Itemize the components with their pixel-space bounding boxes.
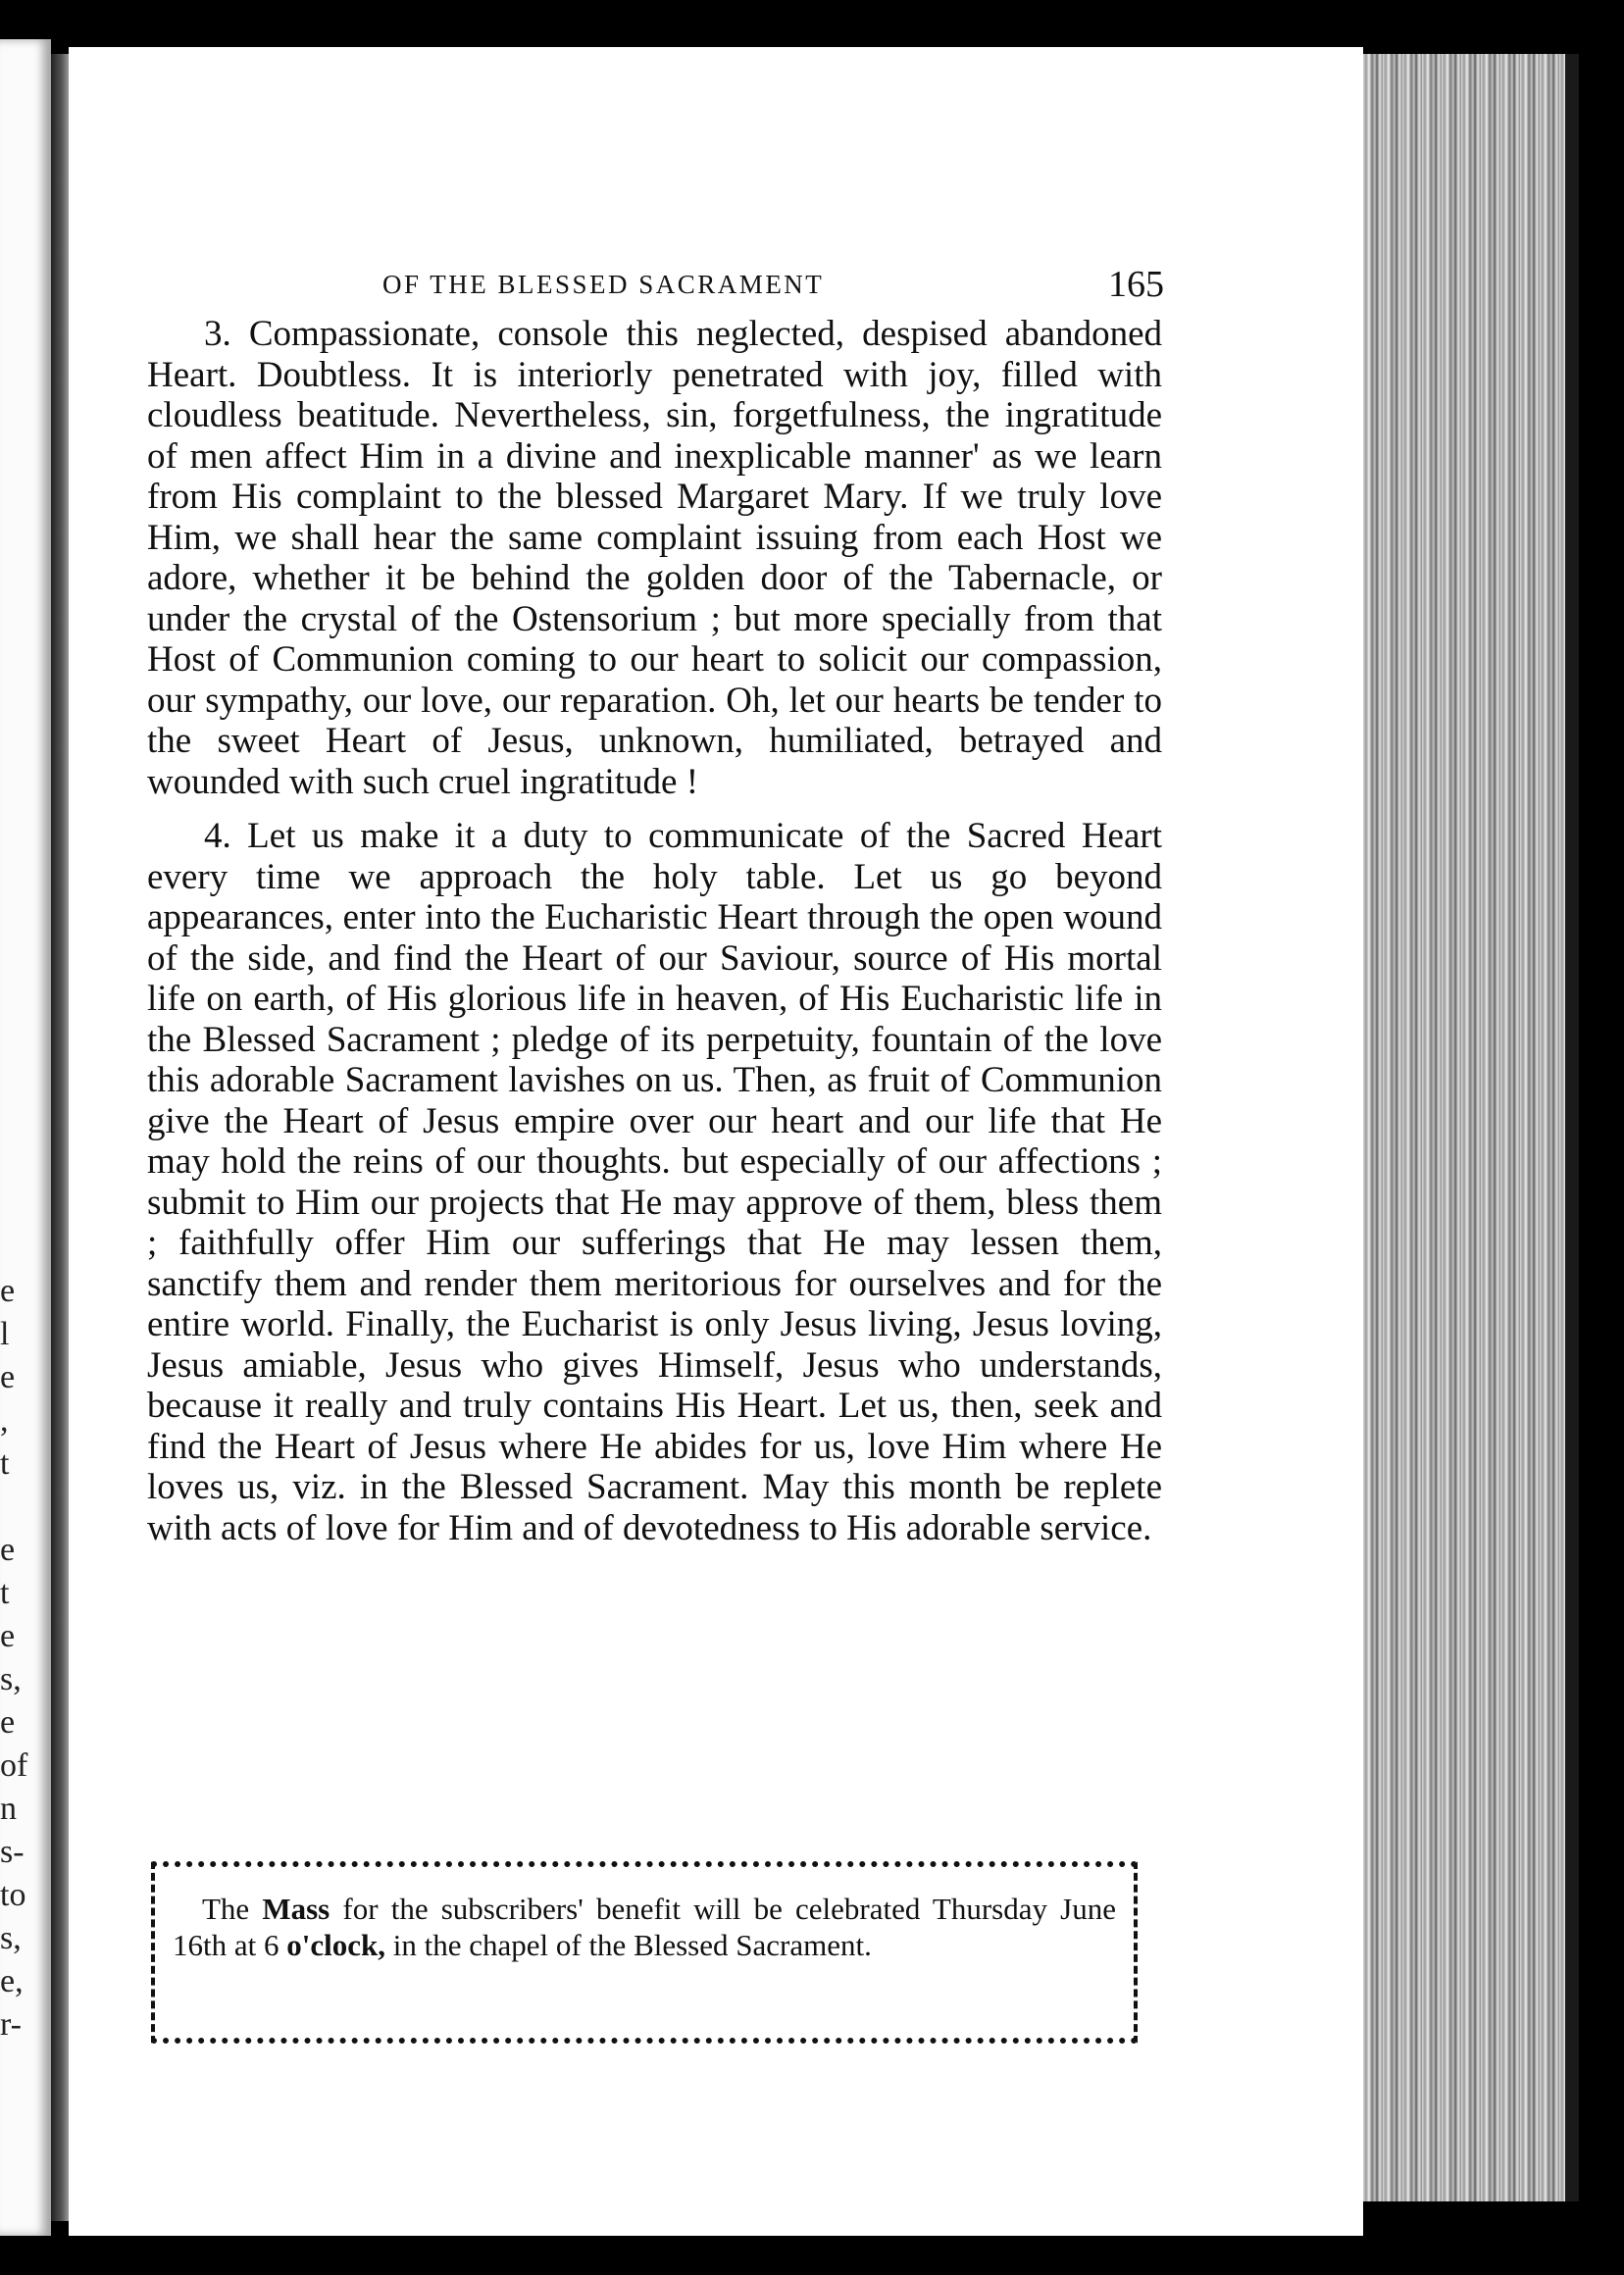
- fragment-line: n: [0, 1791, 17, 1827]
- running-head: OF THE BLESSED SACRAMENT: [382, 270, 825, 299]
- book-gutter: [51, 54, 69, 2221]
- page-edges-stack: [1363, 54, 1579, 2201]
- fragment-line: ,: [0, 1402, 9, 1439]
- fragment-line: t: [0, 1445, 10, 1482]
- notice-bold-mass: Mass: [262, 1892, 330, 1926]
- fragment-line: e: [0, 1618, 16, 1654]
- fragment-line: r-: [0, 2006, 22, 2043]
- fragment-line: s,: [0, 1920, 22, 1956]
- fragment-line: e,: [0, 1963, 24, 1999]
- fragment-line: s,: [0, 1661, 22, 1697]
- notice-text-part: for the subscribers' benefit will be celebrated Thursday June 16th at 6: [173, 1892, 1116, 1962]
- page-number: 165: [1108, 264, 1164, 305]
- notice-text-part: in the chapel of the Blessed Sacrament.: [385, 1928, 872, 1962]
- fragment-line: t: [0, 1575, 10, 1611]
- mass-notice-box: [151, 1861, 1138, 2044]
- fragment-line: e: [0, 1704, 16, 1741]
- fragment-line: e: [0, 1359, 16, 1395]
- paragraph-4: 4. Let us make it a duty to communicate of the Sacred Heart every time we approach the holy table. Let us go beyond appearances, enter into the Eucharistic Heart through the open wound of the side, and find the Heart of our Saviour, source of His mortal life on earth, of His glorious life in heaven, of His Eucharistic life in the Blessed Sacrament ; pledge of its perpetuity, fountain of the love this adorable Sacrament lavishes on us. Then, as fruit of Communion give the Heart of Jesus empire over our heart and our life that He may hold the reins of our thoughts. but especially of our affections ; submit to Him our projects that He may approve of them, bless them ; faithfully offer Him our sufferings that He may lessen them, sanctify them and render them meritorious for ourselves and for the entire world. Finally, the Eucharist is only Jesus living, Jesus loving, Jesus amiable, Jesus who gives Himself, Jesus who understands, because it really and truly contains His Heart. Let us, then, seek and find the Heart of Jesus where He abides for us, love Him where He loves us, viz. in the Blessed Sacrament. May this month be replete with acts of love for Him and of devotedness to His adorable service.: [147, 816, 1162, 1548]
- fragment-line: e: [0, 1532, 16, 1568]
- paragraph-3: 3. Compassionate, console this neglected, despised abandoned Heart. Doubtless. It is interiorly penetrated with joy, filled with cloudless beatitude. Nevertheless, sin, forgetfulness, the ingratitude of men affect Him in a divine and inexplicable manner' as we learn from His complaint to the blessed Margaret Mary. If we truly love Him, we shall hear the same complaint issuing from each Host we adore, whether it be behind the golden door of the Tabernacle, or under the crystal of the Ostensorium ; but more specially from that Host of Communion coming to our heart to solicit our compassion, our sympathy, our love, our reparation. Oh, let our hearts be tender to the sweet Heart of Jesus, unknown, humiliated, betrayed and wounded with such cruel ingratitude !: [147, 314, 1162, 802]
- body-text: [147, 314, 1162, 1562]
- fragment-line: [0, 1486, 20, 1529]
- fragment-line: s-: [0, 1834, 25, 1870]
- notice-bold-oclock: o'clock,: [286, 1928, 385, 1962]
- facing-page-text-fragments: [0, 1270, 28, 2047]
- facing-page-edge: [0, 39, 51, 2236]
- fragment-line: e: [0, 1273, 16, 1309]
- notice-text-part: The: [202, 1892, 263, 1926]
- fragment-line: to: [0, 1877, 26, 1913]
- fragment-line: of: [0, 1747, 28, 1784]
- fragment-line: l: [0, 1316, 10, 1352]
- mass-notice-text: [173, 1891, 1116, 1963]
